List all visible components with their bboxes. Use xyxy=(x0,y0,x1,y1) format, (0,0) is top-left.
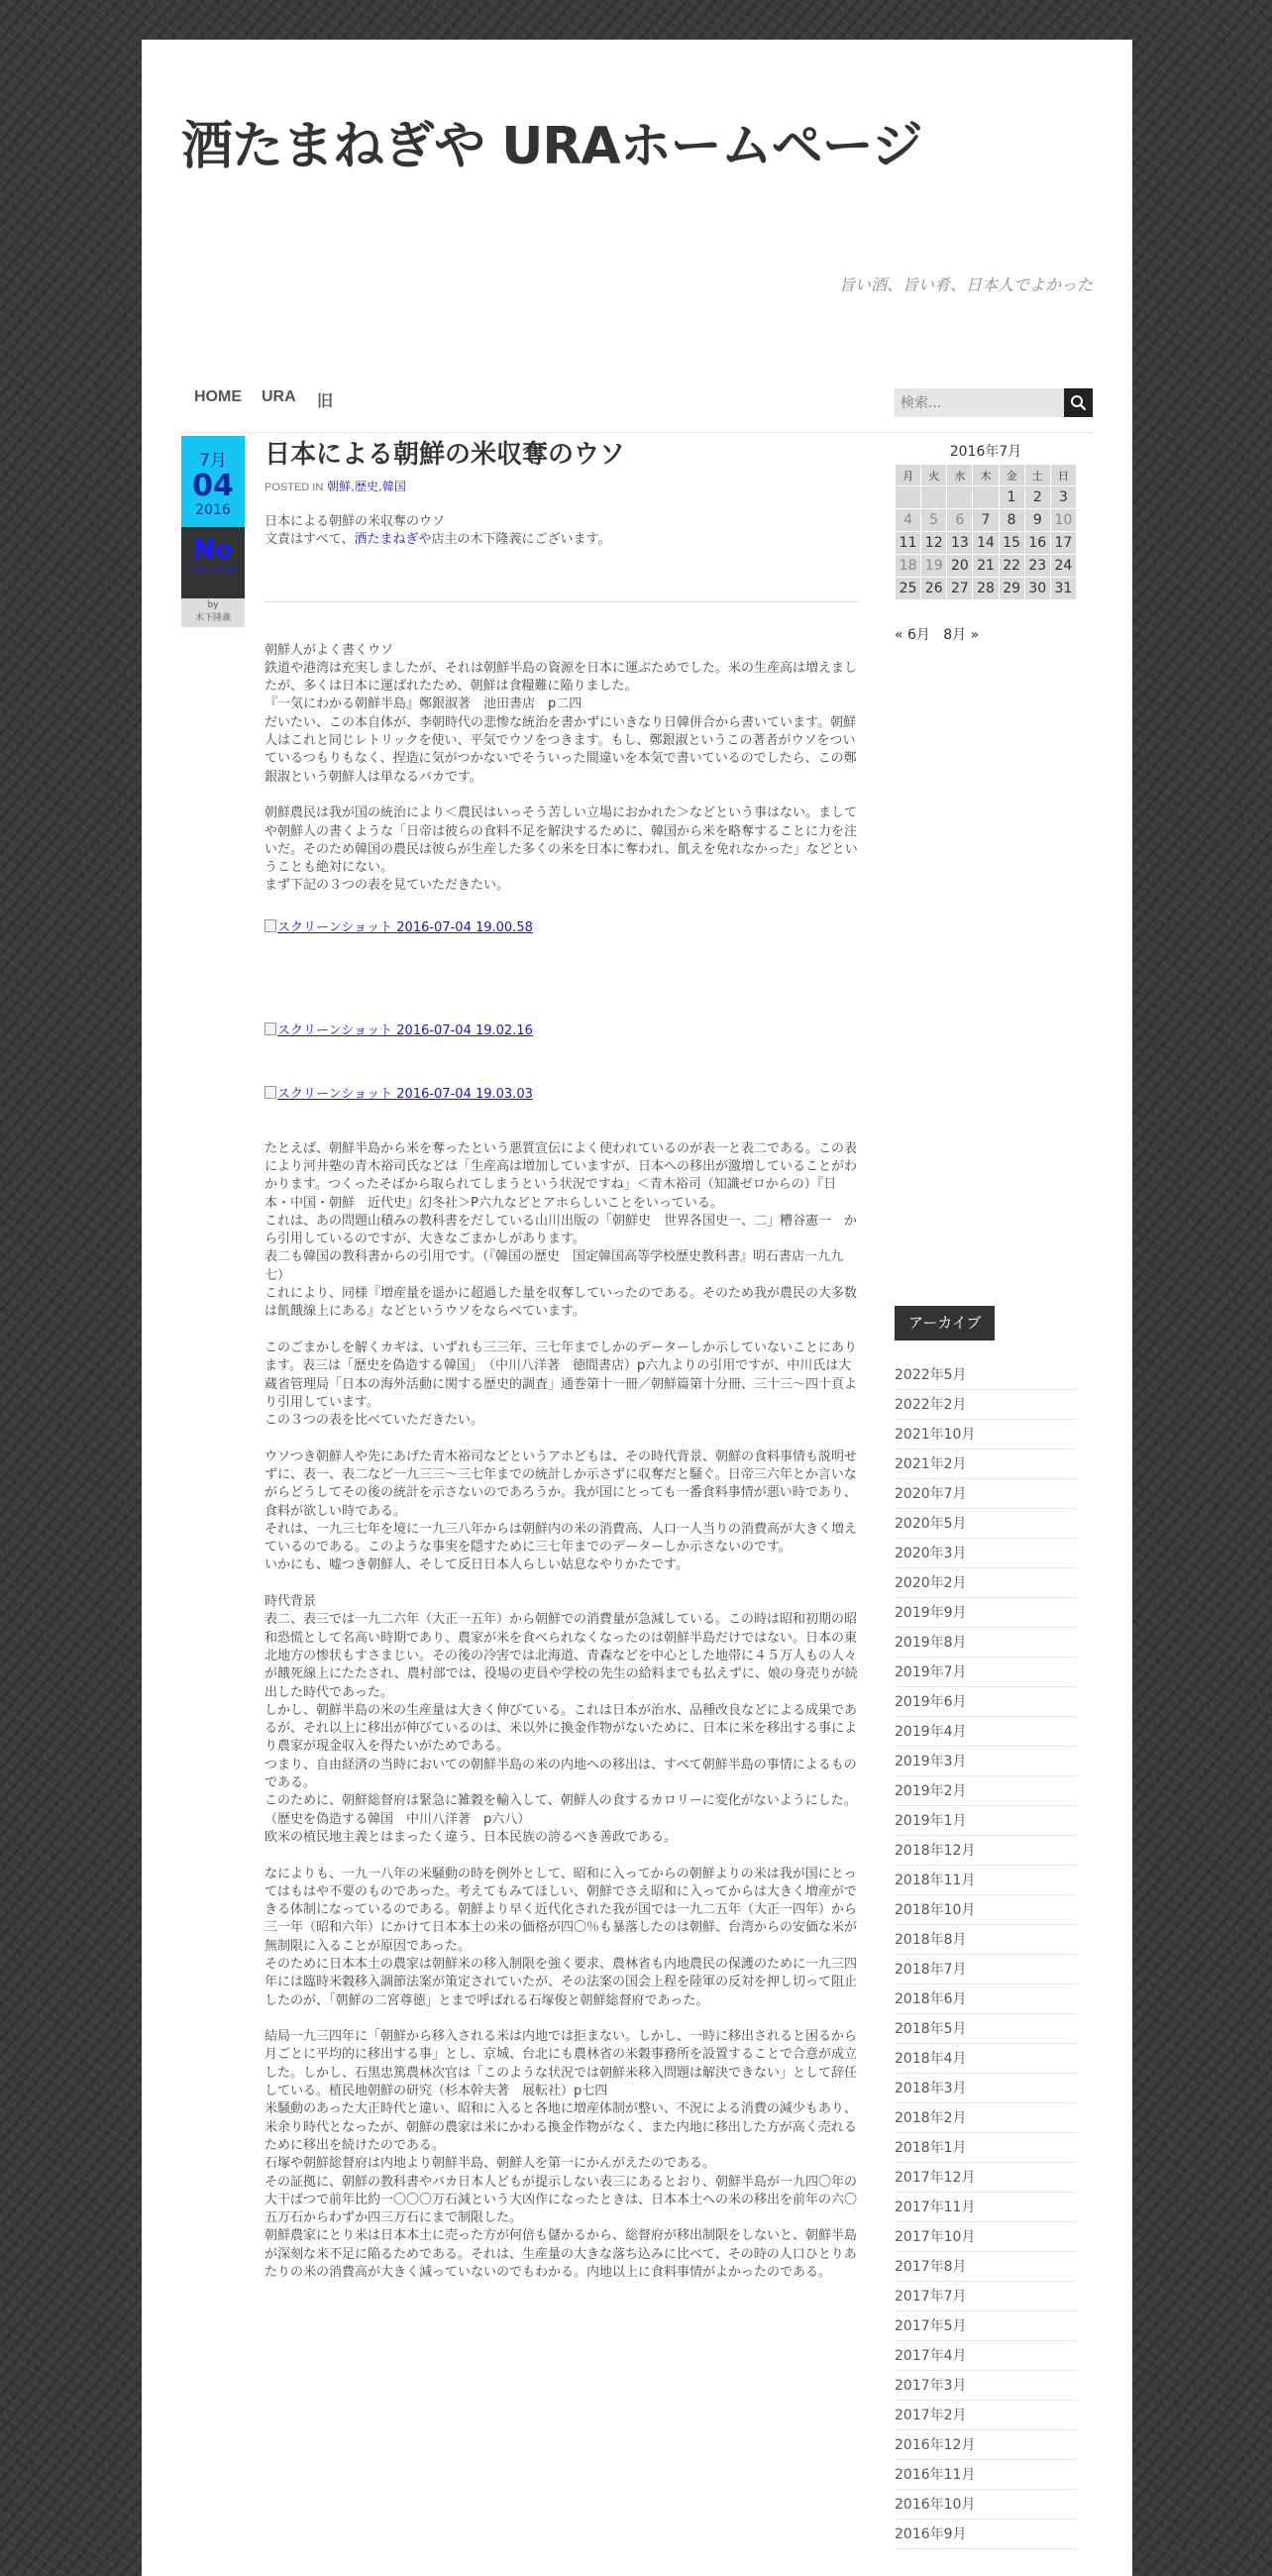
post-day: 04 xyxy=(192,469,234,503)
calendar-day: 17 xyxy=(1050,532,1076,555)
archive-item[interactable]: 2020年2月 xyxy=(895,1568,1077,1598)
archive-item[interactable]: 2017年2月 xyxy=(895,2401,1077,2430)
spacer xyxy=(265,1847,859,1865)
archive-item[interactable]: 2022年5月 xyxy=(895,1360,1077,1390)
paragraph: ウソつき朝鮮人や先にあげた青木裕司などというアホどもは、その時代背景、朝鮮の食料事情も説明せずに、表一、表二など一九三三～三七年までの統計しか示さずに収奪だと騒ぐ。日帝三六年とか言いながらどうしてその後の統計を示さないのであろうか。我が国にとっても一番食料事情が悪い時であり、食料が欲しい時である。 xyxy=(265,1449,858,1519)
intro-credit xyxy=(265,531,859,549)
calendar-day: 22 xyxy=(999,555,1024,578)
calendar-day: 14 xyxy=(973,532,999,555)
calendar-day: 3 xyxy=(1050,486,1076,509)
spacer xyxy=(265,1322,859,1340)
author-name: 木下隆義 xyxy=(194,613,231,623)
calendar-day: 27 xyxy=(947,578,973,600)
image-alt-text: スクリーンショット 2016-07-04 19.00.58 xyxy=(277,919,533,935)
archive-item[interactable]: 2016年9月 xyxy=(895,2520,1077,2549)
post-title[interactable]: 日本による朝鮮の米収奪のウソ xyxy=(265,440,626,470)
calendar-day: 20 xyxy=(947,555,973,578)
screenshot-image-link-1[interactable] xyxy=(265,919,859,937)
screenshot-image-link-2[interactable] xyxy=(265,1022,859,1040)
archive-item[interactable]: 2017年12月 xyxy=(895,2163,1077,2193)
archive-item[interactable]: 2018年6月 xyxy=(895,1985,1077,2014)
site-title[interactable]: 酒たまねぎや URAホームページ xyxy=(181,117,922,176)
calendar-day: 6 xyxy=(947,509,973,532)
paragraph: だいたい、この本自体が、李朝時代の悲惨な統治を書かずにいきなり日韓併合から書いています。朝鮮人はこれと同じレトリックを使い、平気でウソをつきます。もし、鄭銀淑というこの著者がウソをついているつもりもなく、捏造に気がつかないでそういった間違いを本気で書いているのでしたら、この鄭銀淑という朝鮮人は単なるバカです。 xyxy=(265,714,857,785)
archive-item[interactable]: 2018年10月 xyxy=(895,1895,1077,1925)
archive-item[interactable]: 2019年3月 xyxy=(895,1747,1077,1776)
archive-item[interactable]: 2018年7月 xyxy=(895,1955,1077,1985)
archive-item[interactable]: 2019年7月 xyxy=(895,1658,1077,1687)
paragraph: 石塚や朝鮮総督府は内地より朝鮮半島、朝鮮人を第一にかんがえたのである。 xyxy=(265,2156,716,2172)
category-link-chosen[interactable]: 朝鮮 xyxy=(327,480,352,493)
comments-link[interactable] xyxy=(181,527,245,598)
paragraph: その証拠に、朝鮮の教科書やバカ日本人どもが提示しない表三にあるとおり、朝鮮半島が一九四〇年の大干ばつで前年比約一〇〇〇万石減という大凶作になったときは、日本本土への米の移出を前年の六〇五万石からわずか四三万石にまで制限した。 xyxy=(265,2174,858,2226)
weekday-header: 金 xyxy=(999,465,1024,486)
post-date xyxy=(181,436,245,527)
paragraph: いかにも、嘘つき朝鮮人、そして反日日本人らしい姑息なやりかたです。 xyxy=(265,1557,689,1573)
archive-item[interactable]: 2018年4月 xyxy=(895,2044,1077,2074)
paragraph: そのために日本本土の農家は朝鮮米の移入制限を強く要求、農林省も内地農民の保護のために一九三四年には臨時米穀移入調節法案が策定されていたが、その法案の国会上程を陸軍の反対を押し切って阻止したのが、「朝鮮の二宮尊徳」とまで呼ばれる石塚俊と朝鮮総督府であった。 xyxy=(265,1957,858,2008)
paragraph: つまり、自由経済の当時においての朝鮮半島の米の内地への移出は、すべて朝鮮半島の事情によるものである。 xyxy=(265,1757,857,1791)
paragraph: これは、あの問題山積みの教科書をだしている山川出版の「朝鮮史 世界各国史一、二」糟谷憲一 から引用しているのですが、大きなごまかしがあります。 xyxy=(265,1213,858,1247)
archive-item[interactable]: 2021年2月 xyxy=(895,1449,1077,1479)
paragraph: これにより、同様『増産量を遥かに超過した量を収奪していったのである。そのため我が農民の大多数は飢餓線上にある』などというウソをならべています。 xyxy=(265,1286,858,1320)
paragraph: 米騒動のあった大正時代と違い、昭和に入ると各地に増産体制が整い、不況による消費の減少もあり、米余り時代となったが、朝鮮の農家は米にかわる換金作物がなく、また内地に移出した方が高く売れるために移出を続けたのである。 xyxy=(265,2101,857,2153)
post-year: 2016 xyxy=(195,502,231,518)
paragraph: なによりも、一九一八年の米騒動の時を例外として、昭和に入ってからの朝鮮よりの米は我が国にとってはもはや不要のものであった。考えてもみてほしい、朝鮮でさえ昭和に入ってからは大きく増産ができる体制になっているのである。朝鮮より早く近代化された我が国では一九二五年（大正一四年）から三一年（昭和六年）にかけて日本本土の米の価格が四〇％も暴落したのは朝鮮、台湾からの安価な米が無制限に入ることが原因であった。 xyxy=(265,1866,858,1954)
archive-item[interactable]: 2018年3月 xyxy=(895,2074,1077,2103)
archive-item[interactable]: 2017年4月 xyxy=(895,2341,1077,2371)
paragraph: まず下記の３つの表を見ていただきたい。 xyxy=(265,878,510,894)
archive-item[interactable]: 2018年2月 xyxy=(895,2103,1077,2133)
paragraph: 朝鮮農家にとり米は日本本土に売った方が何倍も儲かるから、総督府が移出制限をしないと、朝鮮半島が深刻な米不足に陥るためである。それは、生産量の大きな落ち込みに比べて、その時の人口ひとりあたりの米の消費高が大きく減っていないのでもわかる。内地以上に食料事情がよかったのである。 xyxy=(265,2228,858,2281)
category-link-history[interactable]: 歴史 xyxy=(354,480,378,493)
weekday-header: 火 xyxy=(921,465,947,486)
image-alt-text: スクリーンショット 2016-07-04 19.03.03 xyxy=(277,1087,533,1103)
archive-item[interactable]: 2019年1月 xyxy=(895,1806,1077,1836)
archive-item[interactable]: 2016年12月 xyxy=(895,2430,1077,2460)
calendar-day: 16 xyxy=(1024,532,1050,555)
archive-heading: アーカイブ xyxy=(895,1306,995,1341)
archive-item[interactable]: 2017年7月 xyxy=(895,2282,1077,2311)
post-content xyxy=(265,513,859,2282)
calendar-nav xyxy=(895,624,979,644)
calendar-day-empty xyxy=(896,486,921,509)
paragraph: 欧米の植民地主義とはまったく違う、日本民族の誇るべき善政である。 xyxy=(265,1829,678,1845)
archive-item[interactable]: 2017年3月 xyxy=(895,2371,1077,2401)
archive-item[interactable]: 2019年2月 xyxy=(895,1776,1077,1806)
archive-item[interactable]: 2019年6月 xyxy=(895,1687,1077,1717)
archive-item[interactable]: 2017年11月 xyxy=(895,2193,1077,2222)
archive-item[interactable]: 2019年9月 xyxy=(895,1598,1077,1628)
paragraph: 表二も韓国の教科書からの引用です。（『韓国の歴史 国定韓国高等学校歴史教科書』明石書店一九九七） xyxy=(265,1249,843,1283)
credit-before: 文責はすべて、 xyxy=(265,532,355,548)
archive-item[interactable]: 2018年1月 xyxy=(895,2133,1077,2163)
calendar-caption: 2016年7月 xyxy=(949,444,1022,460)
archive-item[interactable]: 2020年7月 xyxy=(895,1479,1077,1509)
calendar-day: 24 xyxy=(1050,555,1076,578)
paragraph: 『一気にわかる朝鮮半島』鄭銀淑著 池田書店 p二四 xyxy=(265,697,583,712)
spacer xyxy=(265,1575,859,1593)
paragraph: 朝鮮農民は我が国の統治により＜農民はいっそう苦しい立場におかれた＞などという事はない。ましてや朝鮮人の書くような「日帝は彼らの食料不足を解決するために、韓国から米を略奪することに力を注いだ。そのため韓国の農民は彼らが生産した多くの米を日本に奪われ、飢えを免れなかった」などということも絶対にない。 xyxy=(265,805,858,876)
search-icon xyxy=(1064,388,1093,417)
calendar-day: 25 xyxy=(896,578,921,600)
site-tagline: 旨い酒、旨い肴、日本人でよかった xyxy=(838,275,1093,294)
calendar-day: 28 xyxy=(973,578,999,600)
calendar-day: 29 xyxy=(999,578,1024,600)
nav-item-ura[interactable]: URA xyxy=(262,388,296,405)
calendar-day: 19 xyxy=(921,555,947,578)
weekday-header: 日 xyxy=(1050,465,1076,486)
calendar-day-empty xyxy=(973,486,999,509)
archive-item[interactable]: 2016年11月 xyxy=(895,2460,1077,2490)
intro-line: 日本による朝鮮の米収奪のウソ xyxy=(265,514,446,529)
broken-image-icon xyxy=(265,1086,276,1099)
archive-item[interactable]: 2019年8月 xyxy=(895,1628,1077,1658)
broken-image-icon xyxy=(265,1022,276,1035)
search-input[interactable] xyxy=(895,388,1064,417)
post-date-badge xyxy=(181,436,245,627)
archive-item[interactable]: 2017年10月 xyxy=(895,2222,1077,2252)
calendar-day: 8 xyxy=(999,509,1024,532)
archive-item[interactable]: 2019年4月 xyxy=(895,1717,1077,1747)
main-navigation xyxy=(181,349,1093,433)
paragraph: この３つの表を比べていただきたい。 xyxy=(265,1413,484,1429)
calendar-day: 1 xyxy=(999,486,1024,509)
calendar-day-link[interactable]: 4 xyxy=(896,509,921,532)
archive-item[interactable]: 2018年11月 xyxy=(895,1866,1077,1895)
comments-label: Comments xyxy=(185,565,241,576)
calendar-day: 12 xyxy=(921,532,947,555)
shop-link[interactable]: 酒たまねぎや xyxy=(354,532,432,548)
paragraph: このごまかしを解くカギは、いずれも三三年、三七年までしかのデーターしか示していないことにあります。表三は「歴史を偽造する韓国」 （中川八洋著 徳間書店）p六九よりの引用ですが、中川氏は大蔵省管理局「日本の海外活動に関する歴史的調査」通巻第十一冊／朝鮮篇第十分冊、三十三～四十頁より引用しています。 xyxy=(265,1340,858,1410)
credit-after: 店主の木下隆義にございます。 xyxy=(431,532,611,548)
paragraph: たとえば、朝鮮半島から米を奪ったという悪質宣伝によく使われているのが表一と表二である。この表により河井塾の青木裕司氏などは「生産高は増加していますが、日本への移出が激増していることがわかります。つくったそばから取られてしまうという状況ですね」＜青木裕司（知識ゼロからの）『日本・中国・朝鮮 近代史』幻冬社＞P六九などとアホらしいことをいっている。 xyxy=(265,1140,858,1211)
archive-item[interactable]: 2018年12月 xyxy=(895,1836,1077,1866)
weekday-header: 木 xyxy=(973,465,999,486)
content-divider xyxy=(265,601,859,602)
archive-item[interactable]: 2018年5月 xyxy=(895,2014,1077,2044)
paragraph: しかし、朝鮮半島の米の生産量は大きく伸びている。これは日本が治水、品種改良などによる成果であるが、それ以上に移出が伸びているのは、米以外に換金作物がないために、日本に米を移出する事により農家が現金収入を得たいがためである。 xyxy=(265,1702,858,1755)
calendar-day: 26 xyxy=(921,578,947,600)
spacer xyxy=(265,787,859,805)
page-container xyxy=(142,40,1132,2576)
nav-item-old[interactable]: 旧 xyxy=(317,393,334,410)
paragraph: 鉄道や港湾は充実しましたが、それは朝鮮半島の資源を日本に運ぶためでした。米の生産高は増えましたが、多くは日本に運ばれたため、朝鮮は食糧難に陥りました。 xyxy=(265,660,858,695)
calendar-day: 13 xyxy=(947,532,973,555)
calendar-table xyxy=(895,464,1077,600)
calendar-day: 7 xyxy=(973,509,999,532)
broken-image-icon xyxy=(265,919,276,932)
paragraph: 時代背景 xyxy=(265,1594,317,1610)
calendar-day: 23 xyxy=(1024,555,1050,578)
calendar-day-empty xyxy=(921,486,947,509)
paragraph: 朝鮮人がよく書くウソ xyxy=(265,642,394,658)
paragraph: このために、朝鮮総督府は緊急に雑穀を輸入して、朝鮮人の食するカロリーに変化がないようにした。（歴史を偽造する韓国 中川八洋著 p六八） xyxy=(265,1793,857,1827)
calendar-prev-month[interactable]: « 6月 xyxy=(895,627,930,643)
paragraph: それは、一九三七年を境に一九三八年からは朝鮮内の米の消費高、人口一人当りの消費高が大きく増えているのである。このような事実を隠すために三七年までのデーターしか示さないのです。 xyxy=(265,1521,858,1556)
spacer xyxy=(265,2010,859,2028)
post-author xyxy=(181,598,245,627)
calendar-day: 30 xyxy=(1024,578,1050,600)
weekday-header: 水 xyxy=(947,465,973,486)
nav-item-home[interactable]: HOME xyxy=(194,388,242,405)
paragraph: 結局一九三四年に「朝鮮から移入される米は内地では拒まない。しかし、一時に移出されると困るから月ごとに平均的に移出する事」とし、京城、台北にも農林省の米穀事務所を設置することで合意が成立した。しかし、石黒忠篤農林次官は「このような状況では朝鮮米移入問題は解決できない」として辞任している。植民地朝鮮の研究（杉本幹夫著 展転社）p七四 xyxy=(265,2029,858,2099)
post-categories: POSTED IN 朝鮮,歴史,韓国 xyxy=(265,480,406,493)
archive-item[interactable]: 2017年5月 xyxy=(895,2311,1077,2341)
spacer xyxy=(265,1430,859,1448)
archive-item[interactable]: 2016年10月 xyxy=(895,2490,1077,2520)
posted-in-label: POSTED IN xyxy=(265,482,324,493)
image-alt-text: スクリーンショット 2016-07-04 19.02.16 xyxy=(277,1023,533,1039)
calendar-day: 9 xyxy=(1024,509,1050,532)
search-form xyxy=(895,388,1093,417)
category-link-korea[interactable]: 韓国 xyxy=(381,480,406,493)
post-month: 7月 xyxy=(199,451,227,471)
calendar-day: 18 xyxy=(896,555,921,578)
calendar-day: 31 xyxy=(1050,578,1076,600)
calendar-day: 2 xyxy=(1024,486,1050,509)
paragraph: 表二、表三では一九二六年（大正一五年）から朝鮮での消費量が急減している。この時は昭和初期の昭和恐慌として名高い時期であり、農家が米を食べられなくなったのは朝鮮半島だけではない。日本の東北地方の惨状もすさまじい。その後の冷害では北海道、青森などを中心とした地帯に４５万人もの人々が餓死線上にたたされ、農村部では、役場の吏員や学校の先生の給料までも払えずに、娘の身売りが続出した時代であった。 xyxy=(265,1612,858,1700)
archive-item[interactable]: 2022年2月 xyxy=(895,1390,1077,1420)
calendar-day: 15 xyxy=(999,532,1024,555)
archive-item[interactable]: 2020年3月 xyxy=(895,1539,1077,1568)
archive-item[interactable]: 2017年8月 xyxy=(895,2252,1077,2282)
calendar-day: 10 xyxy=(1050,509,1076,532)
calendar-day: 5 xyxy=(921,509,947,532)
calendar-widget xyxy=(895,441,1077,600)
calendar-day-empty xyxy=(947,486,973,509)
calendar-day: 21 xyxy=(973,555,999,578)
search-button[interactable] xyxy=(1064,388,1093,417)
author-by: by xyxy=(207,600,219,610)
archive-item[interactable]: 2020年5月 xyxy=(895,1509,1077,1539)
weekday-header: 月 xyxy=(896,465,921,486)
archive-list xyxy=(895,1360,1077,2549)
weekday-header: 土 xyxy=(1024,465,1050,486)
calendar-day: 11 xyxy=(896,532,921,555)
archive-item[interactable]: 2021年10月 xyxy=(895,1420,1077,1449)
archive-item[interactable]: 2018年8月 xyxy=(895,1925,1077,1955)
screenshot-image-link-3[interactable] xyxy=(265,1086,859,1104)
calendar-next-month[interactable]: 8月 » xyxy=(943,627,980,643)
comments-count: No xyxy=(193,535,233,565)
